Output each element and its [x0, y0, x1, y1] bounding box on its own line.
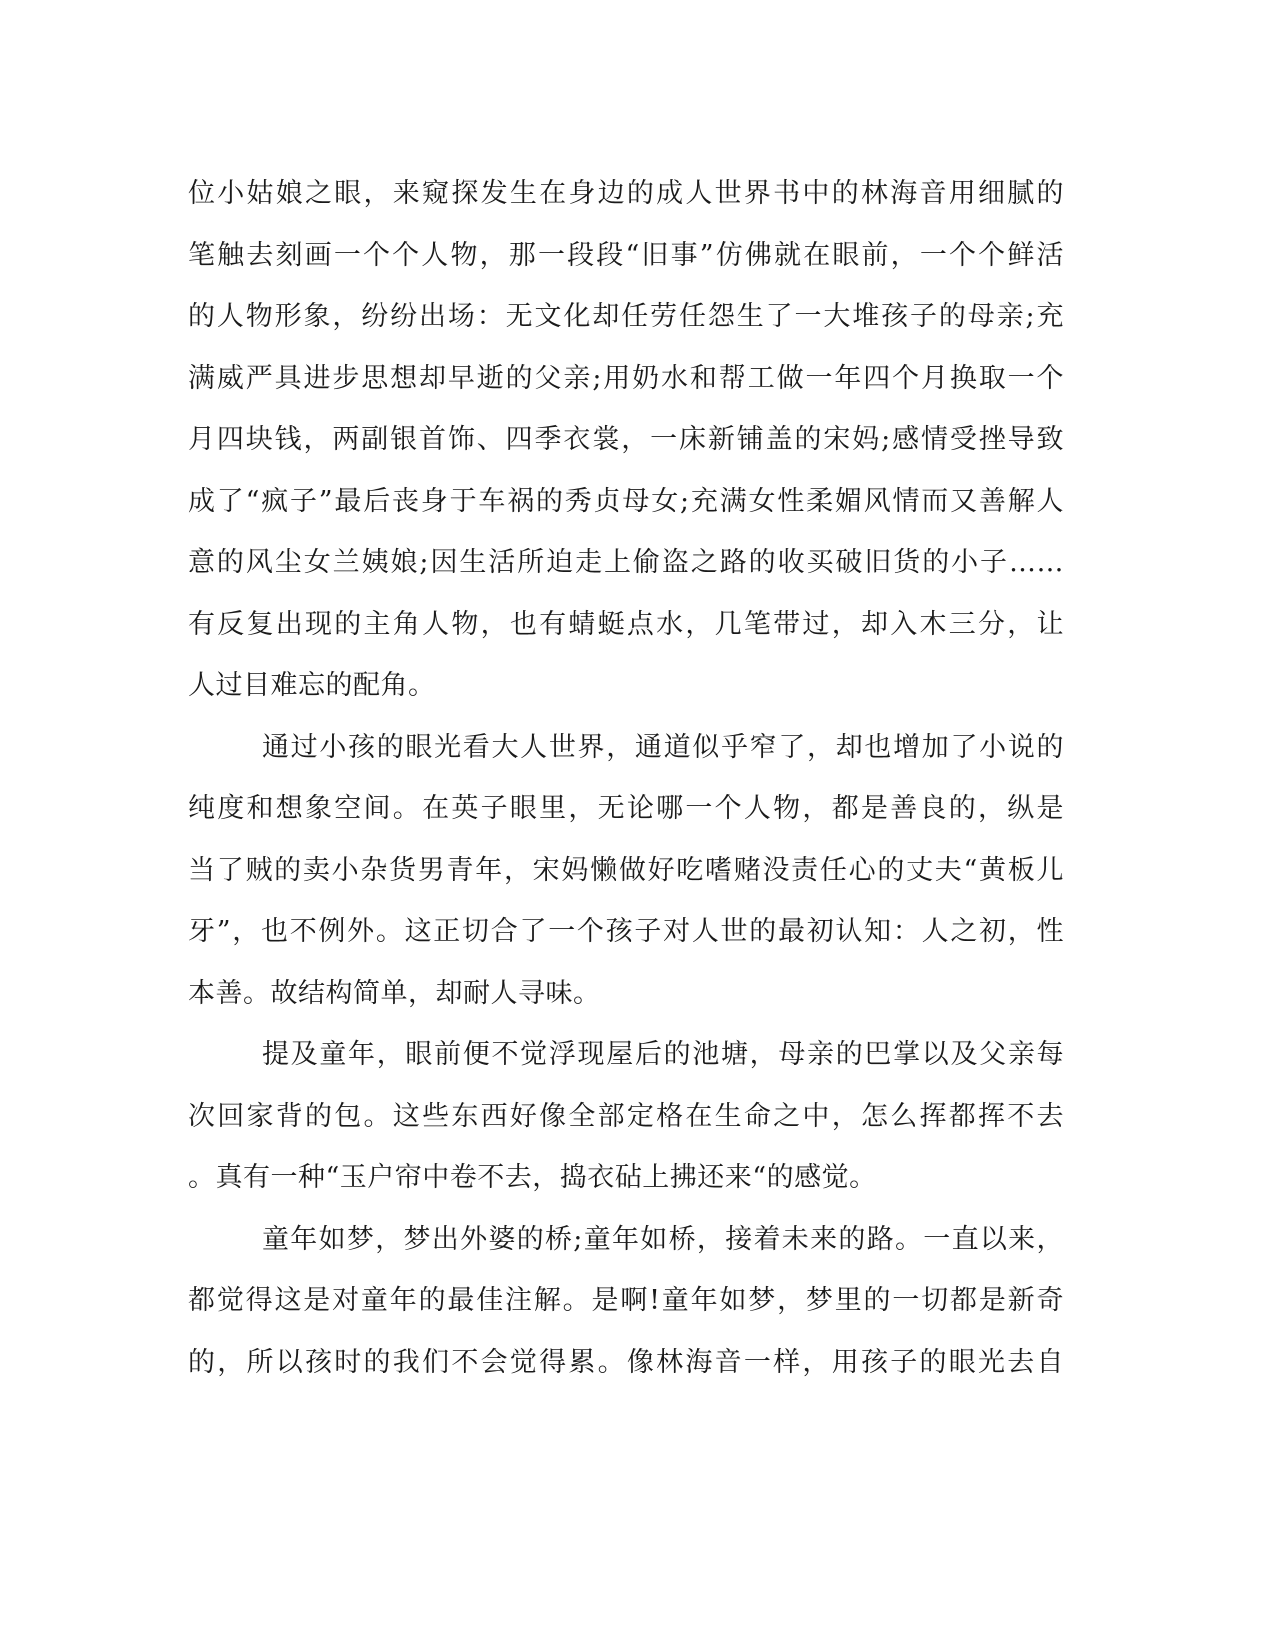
text-line: 通过小孩的眼光看大人世界，通道似乎窄了，却也增加了小说的 [262, 731, 1064, 763]
text-line: 位小姑娘之眼，来窥探发生在身边的成人世界书中的林海音用细腻的 [188, 178, 1064, 209]
paragraph-3 [188, 1024, 1064, 1209]
text-line: 都觉得这是对童年的最佳注解。是啊!童年如梦，梦里的一切都是新奇 [188, 1285, 1064, 1316]
text-line: 当了贼的卖小杂货男青年，宋妈懒做好吃嗜赌没责任心的丈夫“黄板儿 [188, 854, 1064, 886]
text-line: 次回家背的包。这些东西好像全部定格在生命之中，怎么挥都挥不去 [188, 1100, 1064, 1132]
text-line: 成了“疯子”最后丧身于车祸的秀贞母女;充满女性柔媚风情而又善解人 [188, 485, 1064, 517]
text-line: 本善。故结构简单，却耐人寻味。 [188, 977, 601, 1009]
paragraph-2 [188, 717, 1064, 1025]
text-line: 满威严具进步思想却早逝的父亲;用奶水和帮工做一年四个月换取一个 [188, 362, 1064, 394]
text-line: 月四块钱，两副银首饰、四季衣裳，一床新铺盖的宋妈;感情受挫导致 [188, 424, 1064, 455]
text-line: 提及童年，眼前便不觉浮现屋后的池塘，母亲的巴掌以及父亲每 [262, 1039, 1064, 1070]
text-line: 笔触去刻画一个个人物，那一段段“旧事”仿佛就在眼前，一个个鲜活 [188, 239, 1064, 271]
text-line: 的，所以孩时的我们不会觉得累。像林海音一样，用孩子的眼光去自 [188, 1346, 1064, 1378]
document-body [188, 163, 1064, 1393]
text-line: 。真有一种“玉户帘中卷不去，捣衣砧上拂还来“的感觉。 [188, 1162, 877, 1193]
text-line: 的人物形象，纷纷出场：无文化却任劳任怨生了一大堆孩子的母亲;充 [188, 301, 1064, 332]
text-line: 有反复出现的主角人物，也有蜻蜓点水，几笔带过，却入木三分，让 [188, 608, 1064, 640]
text-line: 人过目难忘的配角。 [188, 670, 436, 701]
paragraph-1 [188, 163, 1064, 717]
text-line: 童年如梦，梦出外婆的桥;童年如桥，接着未来的路。一直以来， [262, 1223, 1064, 1255]
text-line: 意的风尘女兰姨娘;因生活所迫走上偷盗之路的收买破旧货的小子…… [188, 547, 1064, 578]
text-line: 牙”，也不例外。这正切合了一个孩子对人世的最初认知：人之初，性 [188, 916, 1064, 947]
paragraph-4 [188, 1209, 1064, 1394]
text-line: 纯度和想象空间。在英子眼里，无论哪一个人物，都是善良的，纵是 [188, 793, 1064, 824]
